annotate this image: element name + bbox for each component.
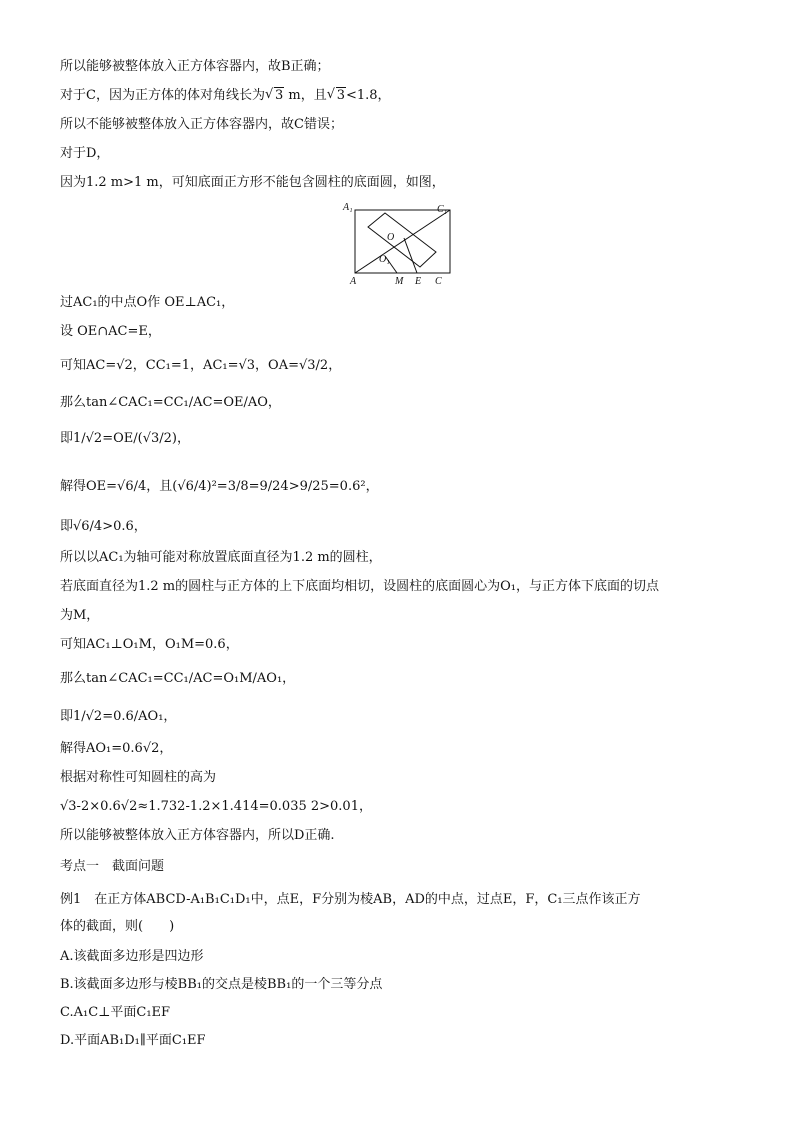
line-17: 那么tan∠CAC₁=CC₁/AC=O₁M/AO₁， xyxy=(60,671,296,686)
label-c: C xyxy=(435,276,442,287)
line-19: 解得AO₁=0.6√2， xyxy=(60,741,173,756)
line-2-text-b: m，且 xyxy=(284,88,327,103)
line-18: 即1/√2=0.6/AO₁， xyxy=(60,709,177,724)
option-d: D.平面AB₁D₁∥平面C₁EF xyxy=(60,1033,206,1048)
line-14: 若底面直径为1.2 m的圆柱与正方体的上下底面均相切，设圆柱的底面圆心为O₁，与正方体下底面的切点 xyxy=(60,579,660,594)
line-3: 所以不能够被整体放入正方体容器内，故C错误； xyxy=(60,117,343,132)
line-9: 那么tan∠CAC₁=CC₁/AC=OE/AO， xyxy=(60,395,281,410)
line-20: 根据对称性可知圆柱的高为 xyxy=(60,770,217,785)
label-c1: C₁ xyxy=(437,204,448,215)
line-1: 所以能够被整体放入正方体容器内，故B正确； xyxy=(60,59,330,74)
diagonal-ac1 xyxy=(355,210,450,273)
line-12: 即√6/4>0.6， xyxy=(60,519,147,534)
label-o: O xyxy=(387,232,395,243)
option-c: C.A₁C⊥平面C₁EF xyxy=(60,1005,171,1020)
label-a1: A₁ xyxy=(343,202,353,213)
line-2-text-a: 对于C，因为正方体的体对角线长为 xyxy=(60,88,265,103)
cube-section-figure xyxy=(340,200,460,290)
line-4: 对于D， xyxy=(60,146,110,161)
line-16: 可知AC₁⊥O₁M，O₁M=0.6， xyxy=(60,637,239,652)
option-a: A.该截面多边形是四边形 xyxy=(60,949,204,964)
line-2 xyxy=(60,87,391,105)
option-b: B.该截面多边形与棱BB₁的交点是棱BB₁的一个三等分点 xyxy=(60,977,383,992)
line-oe xyxy=(404,238,417,273)
line-10: 即1/√2=OE/(√3/2)， xyxy=(60,431,190,446)
sqrt3-a: √ 3 xyxy=(265,87,284,105)
line-6: 过AC₁的中点O作 OE⊥AC₁， xyxy=(60,295,235,310)
label-a: A xyxy=(350,276,357,287)
example-line-1: 例1 在正方体ABCD-A₁B₁C₁D₁中，点E，F分别为棱AB，AD的中点，过点E，F，C₁三点作该正方 xyxy=(60,892,641,907)
label-m: M xyxy=(395,276,404,287)
line-7: 设 OE∩AC=E， xyxy=(60,324,161,339)
line-11: 解得OE=√6/4，且(√6/4)²=3/8=9/24>9/25=0.6²， xyxy=(60,479,379,494)
line-8: 可知AC=√2，CC₁=1，AC₁=√3，OA=√3/2， xyxy=(60,358,342,373)
sqrt3-b: √ 3 xyxy=(327,87,346,105)
example-line-2: 体的截面，则( ) xyxy=(60,919,175,934)
line-15: 为M， xyxy=(60,608,100,623)
label-e: E xyxy=(415,276,422,287)
line-5: 因为1.2 m>1 m，可知底面正方形不能包含圆柱的底面圆，如图， xyxy=(60,175,445,190)
section-heading: 考点一 截面问题 xyxy=(60,859,165,874)
line-13: 所以以AC₁为轴可能对称放置底面直径为1.2 m的圆柱， xyxy=(60,550,382,565)
line-22: 所以能够被整体放入正方体容器内，所以D正确. xyxy=(60,828,335,843)
line-2-text-c: <1.8， xyxy=(345,88,391,103)
line-21: √3-2×0.6√2≈1.732-1.2×1.414=0.035 2>0.01， xyxy=(60,799,372,814)
label-o1: O₁ xyxy=(379,254,390,265)
